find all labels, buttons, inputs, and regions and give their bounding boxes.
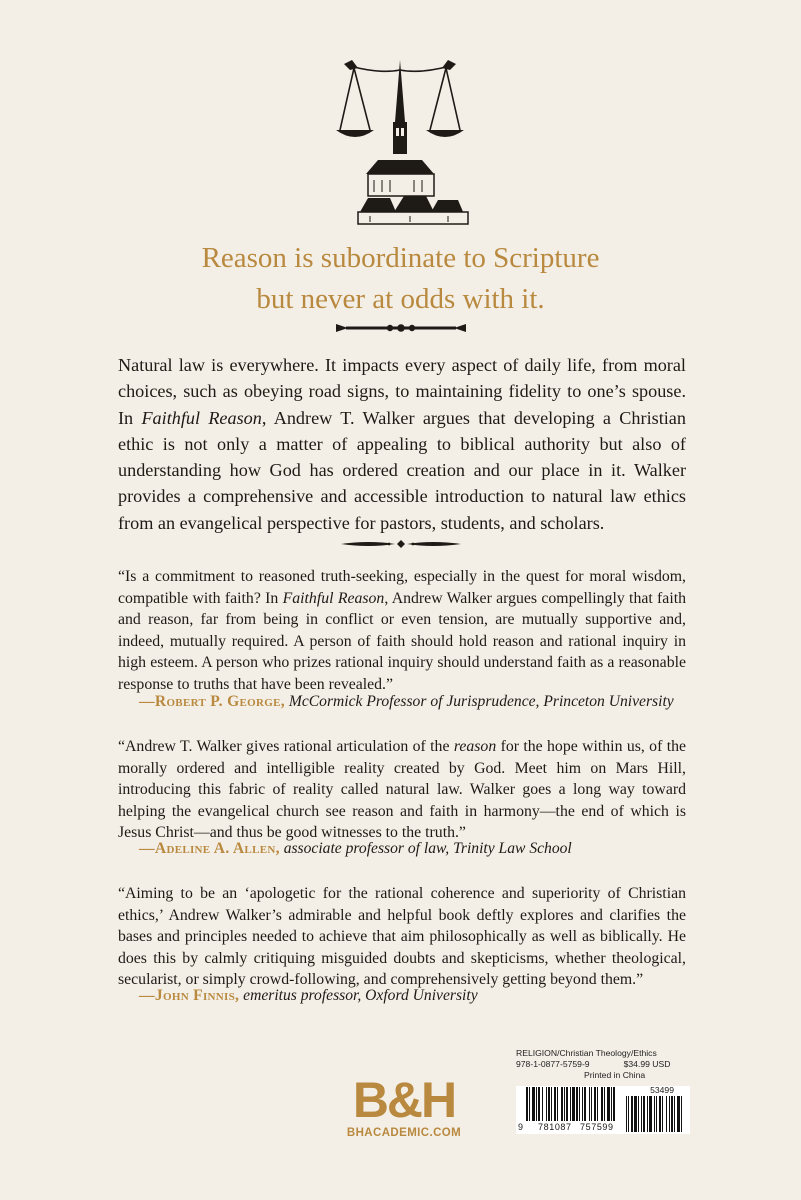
endorsement-quote: “Andrew T. Walker gives rational articulation of the reason for the hope within us, of the morally ordered and intelligible reality created by God. Meet him on Mars Hill, introducing this fabric of reality called natural law. Walker goes a long way toward helping the evangelical church see reason and faith in harmony—the end of which is Jesus Christ—and thus be good witnesses to the truth.”: [118, 738, 686, 841]
endorsement-attribution: [139, 986, 478, 1006]
book-title: Faithful Reason: [141, 407, 262, 428]
barcode-isbn-price: 978-1-0877-5759-9 $34.99 USD: [516, 1059, 671, 1069]
book-description: Natural law is everywhere. It impacts every aspect of daily life, from moral choices, such as obeying road signs, to maintaining fidelity to one’s spouse. In Faithful Reason, Andrew T. Walker argues that developing a Christian ethic is not only a matter of appealing to biblical authority but also of understanding how God has ordered creation and our place in it. Walker provides a comprehensive and accessible introduction to natural law ethics from an evangelical perspective for pastors, students, and scholars.: [118, 355, 686, 533]
barcode-digits-1: 781087: [538, 1122, 572, 1132]
endorser-name: —John Finnis,: [139, 987, 240, 1004]
barcode-block: [516, 1048, 690, 1134]
barcode-digit-first: 9: [518, 1122, 524, 1132]
endorser-title: emeritus professor, Oxford University: [239, 987, 478, 1004]
endorser-title: associate professor of law, Trinity Law School: [279, 840, 572, 857]
barcode-digits-2: 757599: [580, 1122, 614, 1132]
publisher-logo: [340, 1072, 468, 1139]
barcode: [516, 1086, 690, 1134]
tagline-line-1: Reason is subordinate to Scripture: [201, 242, 600, 274]
publisher-url: BHACADEMIC.COM: [346, 1127, 462, 1139]
publisher-mark: B&H: [352, 1072, 456, 1128]
barcode-category: RELIGION/Christian Theology/Ethics: [516, 1048, 657, 1058]
endorsement-attribution: [139, 839, 572, 859]
ornament-divider-icon: [0, 536, 801, 554]
endorsement-quote: “Aiming to be an ‘apologetic for the rational coherence and superiority of Christian ethics,’ Andrew Walker’s admirable and helpful book deftly explores and clarifies the bases and principles needed to achieve that aim philosophically as well as biblically. He does this by calmly critiquing misguided doubts and skepticisms, whether theological, secularist, or simply crowd-following, and comprehensively getting beyond them.”: [118, 885, 686, 988]
tagline: [0, 238, 801, 320]
ornament-divider-icon: [0, 321, 801, 340]
endorser-name: —Adeline A. Allen,: [139, 840, 280, 857]
scales-church-icon: [330, 52, 470, 227]
barcode-printed: Printed in China: [584, 1070, 646, 1080]
tagline-line-2: but never at odds with it.: [256, 283, 545, 315]
endorser-title: McCormick Professor of Jurisprudence, Princeton University: [284, 693, 674, 710]
endorser-name: —Robert P. George,: [139, 693, 285, 710]
endorsement-attribution: [139, 692, 674, 712]
endorsement-quote: “Is a commitment to reasoned truth-seeking, especially in the quest for moral wisdom, compatible with faith? In Faithful Reason, Andrew Walker argues compellingly that faith and reason, far from being in conflict or even tension, are mutually supportive and, indeed, mutually required. A person of faith should hold reason and rational inquiry in high esteem. A person who prizes rational inquiry should understand faith as a reasonable response to truths that have been revealed.”: [118, 568, 686, 693]
price-code: 53499: [650, 1085, 674, 1095]
